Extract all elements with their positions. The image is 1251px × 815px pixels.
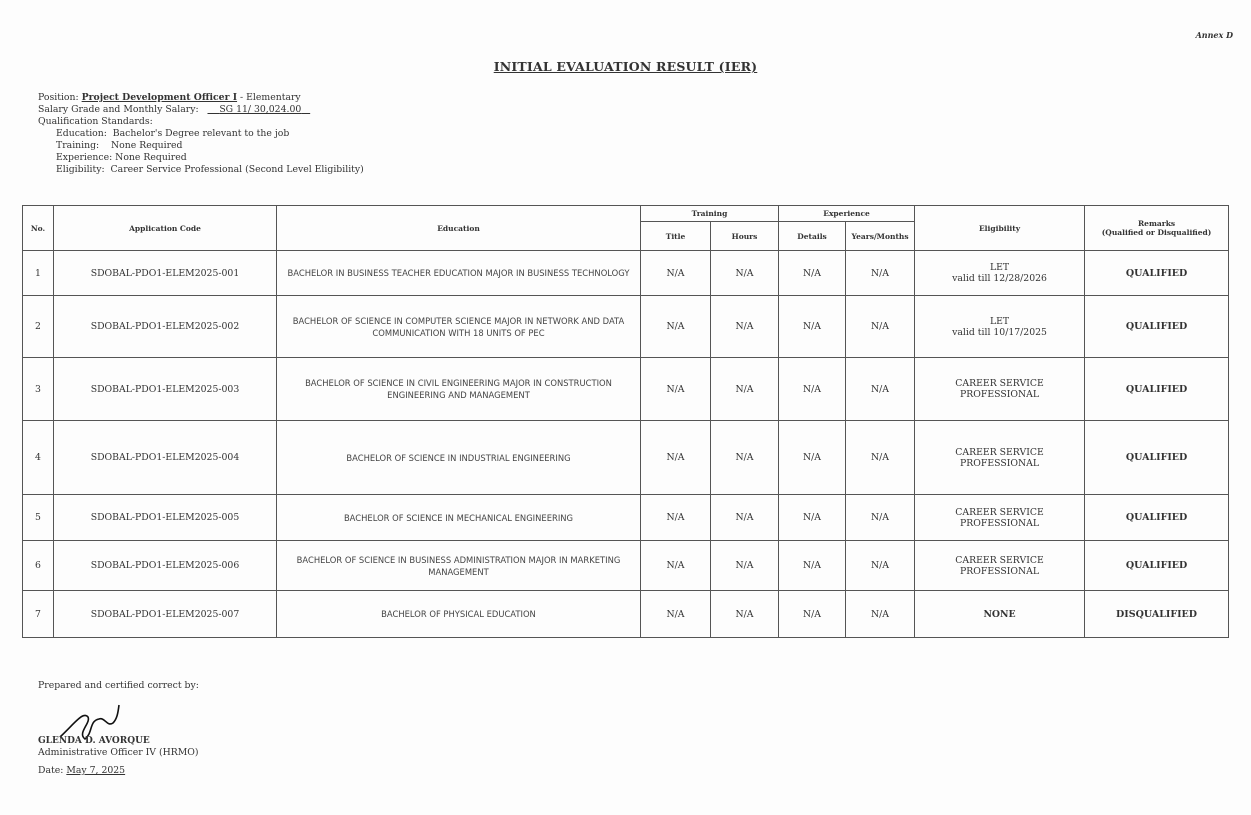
application-code: SDOBAL-PDO1-ELEM2025-004: [54, 421, 277, 495]
header-title: Title: [641, 222, 711, 251]
qs-experience: Experience: None Required: [56, 152, 187, 163]
table-row: [23, 358, 1229, 421]
experience-details: N/A: [779, 251, 846, 296]
header-code: Application Code: [54, 206, 277, 251]
training-hours: N/A: [711, 541, 779, 591]
remarks-cell: QUALIFIED: [1085, 296, 1229, 358]
annex-label: Annex D: [1195, 30, 1233, 40]
qs-list: [38, 128, 364, 176]
training-title: N/A: [641, 358, 711, 421]
position-line: [38, 92, 364, 104]
date-line: Date: May 7, 2025: [38, 765, 126, 776]
experience-years: N/A: [846, 541, 915, 591]
education-cell: BACHELOR OF SCIENCE IN COMPUTER SCIENCE MAJOR IN NETWORK AND DATA COMMUNICATION WITH 18 UNITS OF PEC: [277, 296, 641, 358]
row-number: 1: [23, 251, 54, 296]
table-row: [23, 591, 1229, 638]
header-hours: Hours: [711, 222, 779, 251]
remarks-cell: QUALIFIED: [1085, 495, 1229, 541]
date-value: May 7, 2025: [66, 765, 126, 776]
experience-details: N/A: [779, 296, 846, 358]
experience-details: N/A: [779, 591, 846, 638]
eligibility-cell: CAREER SERVICE PROFESSIONAL: [915, 495, 1085, 541]
training-hours: N/A: [711, 251, 779, 296]
qualification-info: [38, 92, 364, 176]
header-details: Details: [779, 222, 846, 251]
training-hours: N/A: [711, 421, 779, 495]
training-title: N/A: [641, 421, 711, 495]
education-cell: BACHELOR OF SCIENCE IN INDUSTRIAL ENGINEERING: [277, 421, 641, 495]
training-title: N/A: [641, 296, 711, 358]
prepared-label: Prepared and certified correct by:: [38, 680, 199, 691]
position-title: Project Development Officer I: [81, 92, 238, 103]
row-number: 3: [23, 358, 54, 421]
training-title: N/A: [641, 591, 711, 638]
qs-eligibility: Eligibility: Career Service Professional (Second Level Eligibility): [56, 164, 364, 175]
signatory-block: [38, 735, 198, 777]
row-number: 2: [23, 296, 54, 358]
education-cell: BACHELOR OF SCIENCE IN CIVIL ENGINEERING MAJOR IN CONSTRUCTION ENGINEERING AND MANAGEMENT: [277, 358, 641, 421]
education-cell: BACHELOR OF SCIENCE IN BUSINESS ADMINISTRATION MAJOR IN MARKETING MANAGEMENT: [277, 541, 641, 591]
table-row: [23, 495, 1229, 541]
experience-years: N/A: [846, 358, 915, 421]
experience-details: N/A: [779, 495, 846, 541]
header-no: No.: [23, 206, 54, 251]
eligibility-cell: CAREER SERVICE PROFESSIONAL: [915, 541, 1085, 591]
remarks-cell: QUALIFIED: [1085, 358, 1229, 421]
header-training: Training: [641, 206, 779, 222]
table-row: [23, 251, 1229, 296]
eligibility-cell: CAREER SERVICE PROFESSIONAL: [915, 421, 1085, 495]
position-label: Position:: [38, 92, 79, 103]
experience-details: N/A: [779, 541, 846, 591]
remarks-cell: QUALIFIED: [1085, 421, 1229, 495]
experience-details: N/A: [779, 358, 846, 421]
application-code: SDOBAL-PDO1-ELEM2025-001: [54, 251, 277, 296]
row-number: 4: [23, 421, 54, 495]
eligibility-cell: LET valid till 10/17/2025: [915, 296, 1085, 358]
row-number: 6: [23, 541, 54, 591]
remarks-cell: QUALIFIED: [1085, 541, 1229, 591]
experience-years: N/A: [846, 296, 915, 358]
education-cell: BACHELOR IN BUSINESS TEACHER EDUCATION MAJOR IN BUSINESS TECHNOLOGY: [277, 251, 641, 296]
training-hours: N/A: [711, 591, 779, 638]
header-education: Education: [277, 206, 641, 251]
education-cell: BACHELOR OF SCIENCE IN MECHANICAL ENGINEERING: [277, 495, 641, 541]
header-remarks: Remarks (Qualified or Disqualified): [1085, 206, 1229, 251]
qs-training: Training: None Required: [56, 140, 183, 151]
row-number: 7: [23, 591, 54, 638]
position-suffix: - Elementary: [240, 92, 301, 103]
remarks-cell: DISQUALIFIED: [1085, 591, 1229, 638]
row-number: 5: [23, 495, 54, 541]
eligibility-cell: NONE: [915, 591, 1085, 638]
qs-education: Education: Bachelor's Degree relevant to the job: [56, 128, 290, 139]
training-hours: N/A: [711, 296, 779, 358]
application-code: SDOBAL-PDO1-ELEM2025-003: [54, 358, 277, 421]
header-eligibility: Eligibility: [915, 206, 1085, 251]
training-title: N/A: [641, 541, 711, 591]
salary-value: SG 11/ 30,024.00: [219, 104, 302, 115]
qs-label: Qualification Standards:: [38, 116, 153, 127]
training-title: N/A: [641, 495, 711, 541]
header-years: Years/Months: [846, 222, 915, 251]
experience-years: N/A: [846, 591, 915, 638]
table-row: [23, 296, 1229, 358]
table-row: [23, 541, 1229, 591]
eligibility-cell: LET valid till 12/28/2026: [915, 251, 1085, 296]
table-row: [23, 421, 1229, 495]
eligibility-cell: CAREER SERVICE PROFESSIONAL: [915, 358, 1085, 421]
header-experience: Experience: [779, 206, 915, 222]
salary-line: [38, 104, 364, 116]
experience-years: N/A: [846, 421, 915, 495]
experience-years: N/A: [846, 495, 915, 541]
evaluation-table: [22, 205, 1229, 638]
signatory-role: Administrative Officer IV (HRMO): [38, 747, 199, 758]
experience-years: N/A: [846, 251, 915, 296]
remarks-cell: QUALIFIED: [1085, 251, 1229, 296]
application-code: SDOBAL-PDO1-ELEM2025-005: [54, 495, 277, 541]
salary-label: Salary Grade and Monthly Salary:: [38, 104, 199, 115]
training-hours: N/A: [711, 495, 779, 541]
training-title: N/A: [641, 251, 711, 296]
training-hours: N/A: [711, 358, 779, 421]
application-code: SDOBAL-PDO1-ELEM2025-002: [54, 296, 277, 358]
signatory-name: GLENDA D. AVORQUE: [38, 736, 150, 746]
experience-details: N/A: [779, 421, 846, 495]
footer: [38, 680, 199, 692]
application-code: SDOBAL-PDO1-ELEM2025-007: [54, 591, 277, 638]
document-title: INITIAL EVALUATION RESULT (IER): [493, 59, 758, 74]
application-code: SDOBAL-PDO1-ELEM2025-006: [54, 541, 277, 591]
education-cell: BACHELOR OF PHYSICAL EDUCATION: [277, 591, 641, 638]
